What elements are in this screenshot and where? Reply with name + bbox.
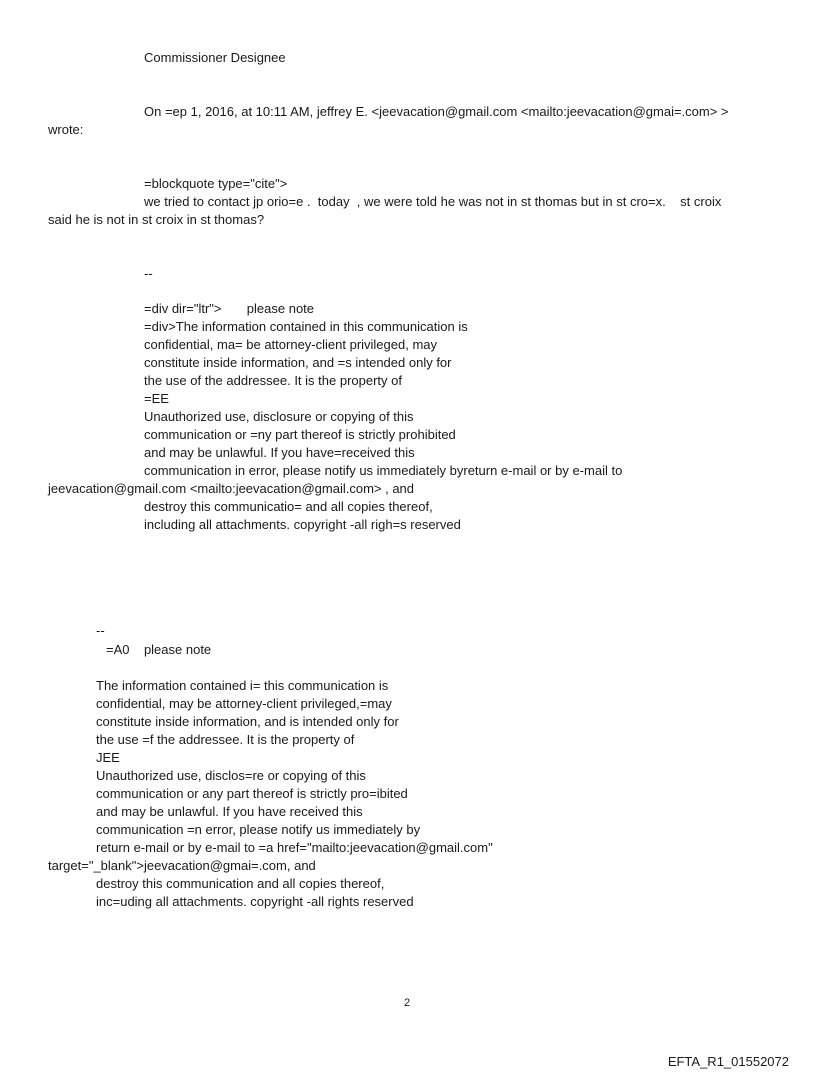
disclaimer-line: =div>The information contained in this communication is bbox=[144, 319, 468, 334]
reply-header-line: wrote: bbox=[48, 122, 84, 137]
reply-header-line: On =ep 1, 2016, at 10:11 AM, jeffrey E. <jeevacation@gmail.com <mailto:jeevacation@gmai=.com> > bbox=[144, 104, 729, 119]
disclaimer-line: and may be unlawful. If you have received this bbox=[96, 804, 363, 819]
disclaimer-line: including all attachments. copyright -all righ=s reserved bbox=[144, 517, 461, 532]
disclaimer-line: constitute inside information, and =s intended only for bbox=[144, 355, 452, 370]
disclaimer-line: inc=uding all attachments. copyright -all rights reserved bbox=[96, 894, 414, 909]
disclaimer-line: jeevacation@gmail.com <mailto:jeevacation@gmail.com> , and bbox=[48, 481, 415, 496]
separator: -- bbox=[96, 623, 105, 638]
disclaimer-line: destroy this communication and all copies thereof, bbox=[96, 876, 385, 891]
disclaimer-line: return e-mail or by e-mail to =a href="mailto:jeevacation@gmail.com" bbox=[96, 840, 493, 855]
disclaimer-line: confidential, ma= be attorney-client privileged, may bbox=[144, 337, 438, 352]
disclaimer-line: and may be unlawful. If you have=received this bbox=[144, 445, 415, 460]
page-number: 2 bbox=[404, 997, 411, 1009]
disclaimer-line: communication =n error, please notify us immediately by bbox=[96, 822, 421, 837]
disclaimer-line: =EE bbox=[144, 391, 169, 406]
separator: -- bbox=[144, 266, 153, 281]
quote-line: said he is not in st croix in st thomas? bbox=[48, 212, 265, 227]
disclaimer-line: communication or =ny part thereof is strictly prohibited bbox=[144, 427, 456, 442]
quote-line: we tried to contact jp orio=e . today , we were told he was not in st thomas but in st cro=x. st croix bbox=[144, 194, 722, 209]
disclaimer-line: communication in error, please notify us immediately byreturn e-mail or by e-mail to bbox=[144, 463, 623, 478]
disclaimer-line: confidential, may be attorney-client privileged,=may bbox=[96, 696, 392, 711]
disclaimer-line: target="_blank">jeevacation@gmai=.com, and bbox=[48, 858, 316, 873]
disclaimer-line: The information contained i= this communication is bbox=[96, 678, 389, 693]
disclaimer-header: =A0 please note bbox=[106, 642, 212, 657]
disclaimer-line: JEE bbox=[96, 750, 120, 765]
disclaimer-line: communication or any part thereof is strictly pro=ibited bbox=[96, 786, 408, 801]
signature-title: Commissioner Designee bbox=[144, 50, 286, 65]
document-id: EFTA_R1_01552072 bbox=[667, 1054, 789, 1069]
disclaimer-line: destroy this communicatio= and all copies thereof, bbox=[144, 499, 433, 514]
quote-tag: =blockquote type="cite"> bbox=[144, 176, 288, 191]
disclaimer-line: constitute inside information, and is intended only for bbox=[96, 714, 399, 729]
disclaimer-line: Unauthorized use, disclosure or copying of this bbox=[144, 409, 414, 424]
disclaimer-line: the use of the addressee. It is the property of bbox=[144, 373, 402, 388]
disclaimer-line: Unauthorized use, disclos=re or copying of this bbox=[96, 768, 366, 783]
disclaimer-line: the use =f the addressee. It is the property of bbox=[96, 732, 355, 747]
disclaimer-line: =div dir="ltr"> please note bbox=[144, 301, 315, 316]
